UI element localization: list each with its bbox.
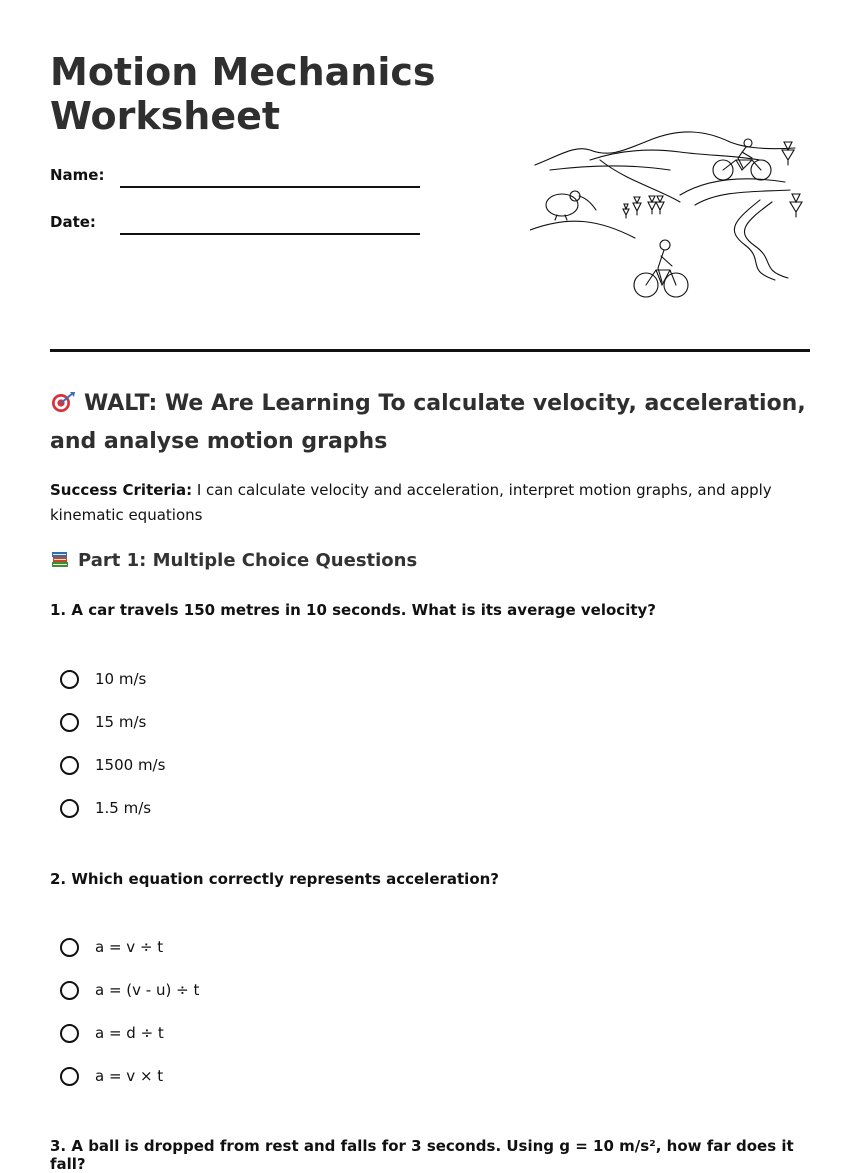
q1-option-b[interactable]: [60, 709, 146, 735]
question-2: 2. Which equation correctly represents acceleration?: [50, 870, 500, 888]
radio-button[interactable]: [60, 756, 79, 775]
name-field[interactable]: [120, 166, 420, 188]
option-label: 15 m/s: [95, 713, 147, 731]
part1-heading-text: Part 1: Multiple Choice Questions: [78, 550, 418, 571]
question-1: 1. A car travels 150 metres in 10 seconds. What is its average velocity?: [50, 601, 656, 619]
section-divider: [50, 349, 810, 352]
option-label: 10 m/s: [95, 670, 147, 688]
option-label: 1500 m/s: [95, 756, 166, 774]
option-label: a = d ÷ t: [95, 1024, 164, 1042]
q1-option-a[interactable]: [60, 666, 146, 692]
option-label: a = v ÷ t: [95, 938, 164, 956]
radio-button[interactable]: [60, 713, 79, 732]
walt-text: WALT: We Are Learning To calculate velocity, acceleration, and analyse motion graphs: [50, 391, 806, 454]
walt-heading: [50, 385, 810, 461]
question-3: 3. A ball is dropped from rest and falls for 3 seconds. Using g = 10 m/s², how far does it fall?: [50, 1137, 794, 1173]
books-icon: [50, 549, 70, 569]
q2-option-b[interactable]: [60, 977, 199, 1003]
option-label: 1.5 m/s: [95, 799, 152, 817]
success-criteria: [50, 478, 810, 528]
date-label: Date:: [50, 213, 96, 231]
radio-button[interactable]: [60, 1024, 79, 1043]
target-icon: [50, 391, 76, 413]
option-label: a = (v - u) ÷ t: [95, 981, 200, 999]
success-criteria-text: I can calculate velocity and acceleration, interpret motion graphs, and apply kinematic equations: [50, 481, 772, 524]
radio-button[interactable]: [60, 1067, 79, 1086]
part1-heading: [50, 549, 417, 571]
q2-option-c[interactable]: [60, 1020, 164, 1046]
radio-button[interactable]: [60, 938, 79, 957]
q2-option-a[interactable]: [60, 934, 163, 960]
radio-button[interactable]: [60, 799, 79, 818]
radio-button[interactable]: [60, 670, 79, 689]
q1-option-d[interactable]: [60, 795, 151, 821]
success-criteria-label: Success Criteria:: [50, 481, 193, 499]
cyclists-landscape-illustration: [530, 120, 820, 305]
radio-button[interactable]: [60, 981, 79, 1000]
date-field[interactable]: [120, 213, 420, 235]
q1-option-c[interactable]: [60, 752, 165, 778]
worksheet-title: Motion Mechanics Worksheet: [50, 50, 436, 138]
q2-option-d[interactable]: [60, 1063, 163, 1089]
option-label: a = v × t: [95, 1067, 164, 1085]
name-label: Name:: [50, 166, 105, 184]
